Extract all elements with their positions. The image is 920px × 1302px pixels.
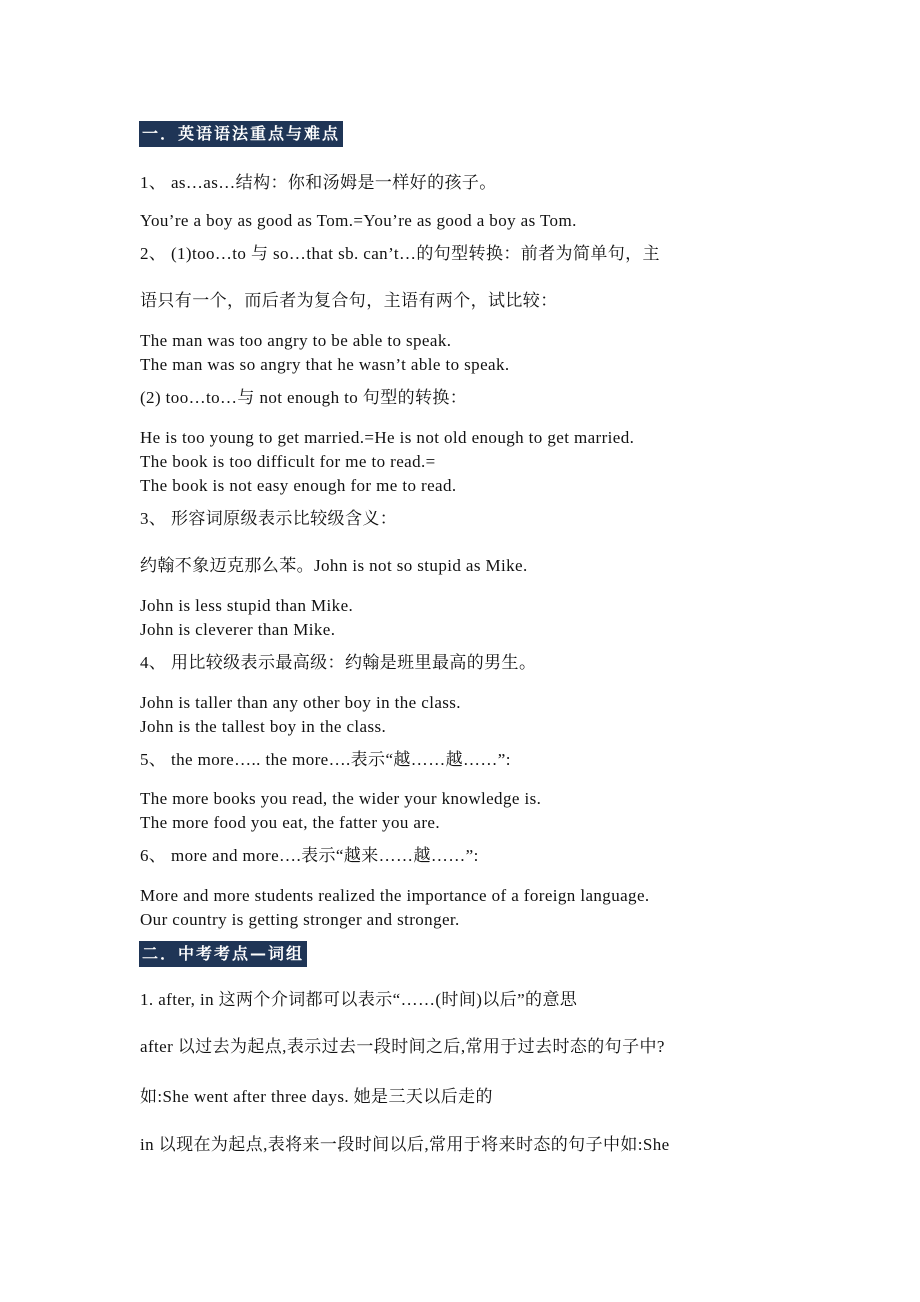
- text-line: More and more students realized the importance of a foreign language.: [140, 886, 650, 905]
- text-line: The book is too difficult for me to read.=: [140, 452, 436, 471]
- text-line: Our country is getting stronger and stronger.: [140, 910, 460, 929]
- text-line: 2、 (1)too…to 与 so…that sb. can’t…的句型转换：前者为简单句，主: [140, 244, 660, 263]
- text-line: John is less stupid than Mike.: [140, 596, 354, 615]
- text-line: 1. after, in 这两个介词都可以表示“……(时间)以后”的意思: [140, 990, 578, 1009]
- text-line: The man was too angry to be able to speak.: [140, 331, 452, 350]
- text-line: He is too young to get married.=He is not old enough to get married.: [140, 428, 635, 447]
- text-line: (2) too…to…与 not enough to 句型的转换：: [140, 388, 468, 407]
- text-line: 约翰不象迈克那么苯。John is not so stupid as Mike.: [140, 556, 528, 575]
- text-line: 3、 形容词原级表示比较级含义：: [140, 509, 398, 528]
- text-line: The man was so angry that he wasn’t able to speak.: [140, 355, 510, 374]
- text-line: The more books you read, the wider your knowledge is.: [140, 789, 542, 808]
- text-line: The more food you eat, the fatter you are.: [140, 813, 441, 832]
- text-line: in 以现在为起点,表将来一段时间以后,常用于将来时态的句子中如:She: [140, 1135, 670, 1154]
- text-line: 4、 用比较级表示最高级：约翰是班里最高的男生。: [140, 653, 537, 672]
- text-line: 语只有一个，而后者为复合句，主语有两个，试比较：: [140, 291, 558, 310]
- text-line: You’re a boy as good as Tom.=You’re as good a boy as Tom.: [140, 211, 577, 230]
- text-line: 1、 as…as…结构：你和汤姆是一样好的孩子。: [140, 173, 497, 192]
- text-line: John is cleverer than Mike.: [140, 620, 336, 639]
- text-line: 如:She went after three days. 她是三天以后走的: [140, 1087, 493, 1106]
- text-line: 6、 more and more….表示“越来……越……”:: [140, 846, 479, 865]
- text-line: John is the tallest boy in the class.: [140, 717, 387, 736]
- text-line: John is taller than any other boy in the class.: [140, 693, 461, 712]
- text-line: The book is not easy enough for me to read.: [140, 476, 457, 495]
- section-heading: 一．英语语法重点与难点: [139, 121, 343, 147]
- section-heading: 二．中考考点—词组: [139, 941, 307, 967]
- text-line: 5、 the more….. the more….表示“越……越……”:: [140, 750, 511, 769]
- text-line: after 以过去为起点,表示过去一段时间之后,常用于过去时态的句子中?: [140, 1037, 665, 1056]
